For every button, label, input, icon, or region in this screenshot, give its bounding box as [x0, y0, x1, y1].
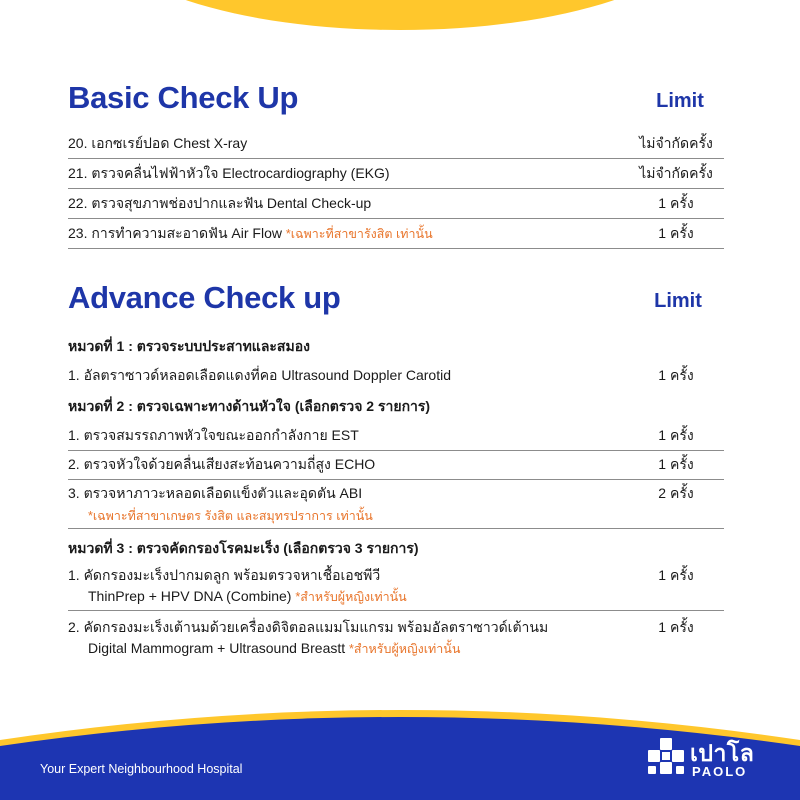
item-label: 2. ตรวจหัวใจด้วยคลื่นเสียงสะท้อนความถี่สูง ECHO	[68, 456, 376, 472]
item-label: 1. ตรวจสมรรถภาพหัวใจขณะออกกำลังกาย EST	[68, 427, 359, 443]
item-limit: ไม่จำกัดครั้ง	[639, 165, 713, 181]
branch-note: *เฉพาะที่สาขารังสิต เท่านั้น	[285, 227, 433, 241]
item-limit: 2 ครั้ง	[658, 485, 694, 501]
item-sub-group	[88, 587, 407, 606]
item-label: 3. ตรวจหาภาวะหลอดเลือดแข็งตัวและอุดตัน ABI	[68, 485, 363, 501]
cat2-item-1	[68, 426, 724, 451]
item-label: 1. คัดกรองมะเร็งปากมดลูก พร้อมตรวจหาเชื้อเอชพีวี	[68, 567, 381, 583]
basic-item-22	[68, 194, 724, 219]
paolo-logo	[646, 736, 776, 786]
item-limit: 1 ครั้ง	[658, 619, 694, 635]
item-label: 23. การทำความสะอาดฟัน Air Flow	[68, 225, 282, 241]
top-decorative-arc	[100, 0, 700, 30]
category-2-heading: หมวดที่ 2 : ตรวจเฉพาะทางด้านหัวใจ (เลือกตรวจ 2 รายการ)	[68, 398, 431, 414]
basic-item-21	[68, 164, 724, 189]
cat2-item-3	[68, 484, 724, 529]
basic-item-20	[68, 134, 724, 159]
logo-english-text: PAOLO	[692, 764, 748, 779]
cat2-item-2	[68, 455, 724, 480]
advance-checkup-title: Advance Check up	[68, 280, 341, 315]
cat3-item-2	[68, 618, 724, 660]
item-limit: 1 ครั้ง	[658, 567, 694, 583]
item-sub-label: Digital Mammogram + Ultrasound Breastt	[88, 640, 346, 656]
women-only-note: *สำหรับผู้หญิงเท่านั้น	[295, 590, 407, 604]
item-label: 1. อัลตราซาวด์หลอดเลือดแดงที่คอ Ultrasound Doppler Carotid	[68, 367, 451, 383]
basic-limit-header: Limit	[656, 90, 704, 112]
hospital-tagline: Your Expert Neighbourhood Hospital	[40, 762, 243, 776]
basic-checkup-title: Basic Check Up	[68, 80, 299, 115]
item-limit: ไม่จำกัดครั้ง	[639, 135, 713, 151]
item-label: 22. ตรวจสุขภาพช่องปากและฟัน Dental Check-up	[68, 195, 372, 211]
item-limit: 1 ครั้ง	[658, 225, 694, 241]
item-label: 21. ตรวจคลื่นไฟฟ้าหัวใจ Electrocardiography (EKG)	[68, 165, 390, 181]
item-limit: 1 ครั้ง	[658, 195, 694, 211]
category-3-heading: หมวดที่ 3 : ตรวจคัดกรองโรคมะเร็ง (เลือกตรวจ 3 รายการ)	[68, 540, 419, 556]
advance-limit-header: Limit	[654, 290, 702, 312]
medical-cross-icon	[646, 736, 686, 780]
item-sub-label: ThinPrep + HPV DNA (Combine)	[88, 588, 292, 604]
category-1-heading: หมวดที่ 1 : ตรวจระบบประสาทและสมอง	[68, 338, 310, 354]
item-label-group	[68, 224, 433, 243]
women-only-note: *สำหรับผู้หญิงเท่านั้น	[349, 642, 461, 656]
item-limit: 1 ครั้ง	[658, 427, 694, 443]
cat1-item-1	[68, 366, 724, 388]
item-limit: 1 ครั้ง	[658, 456, 694, 472]
cat3-item-1	[68, 566, 724, 611]
item-limit: 1 ครั้ง	[658, 367, 694, 383]
item-label: 20. เอกซเรย์ปอด Chest X-ray	[68, 135, 248, 151]
item-label: 2. คัดกรองมะเร็งเต้านมด้วยเครื่องดิจิตอลแมมโมแกรม พร้อมอัลตราซาวด์เต้านม	[68, 619, 549, 635]
logo-thai-text: เปาโล	[690, 740, 755, 766]
branch-note: *เฉพาะที่สาขาเกษตร รังสิต และสมุทรปราการ เท่านั้น	[88, 509, 373, 523]
basic-item-23	[68, 224, 724, 249]
item-sub-group	[88, 639, 460, 658]
